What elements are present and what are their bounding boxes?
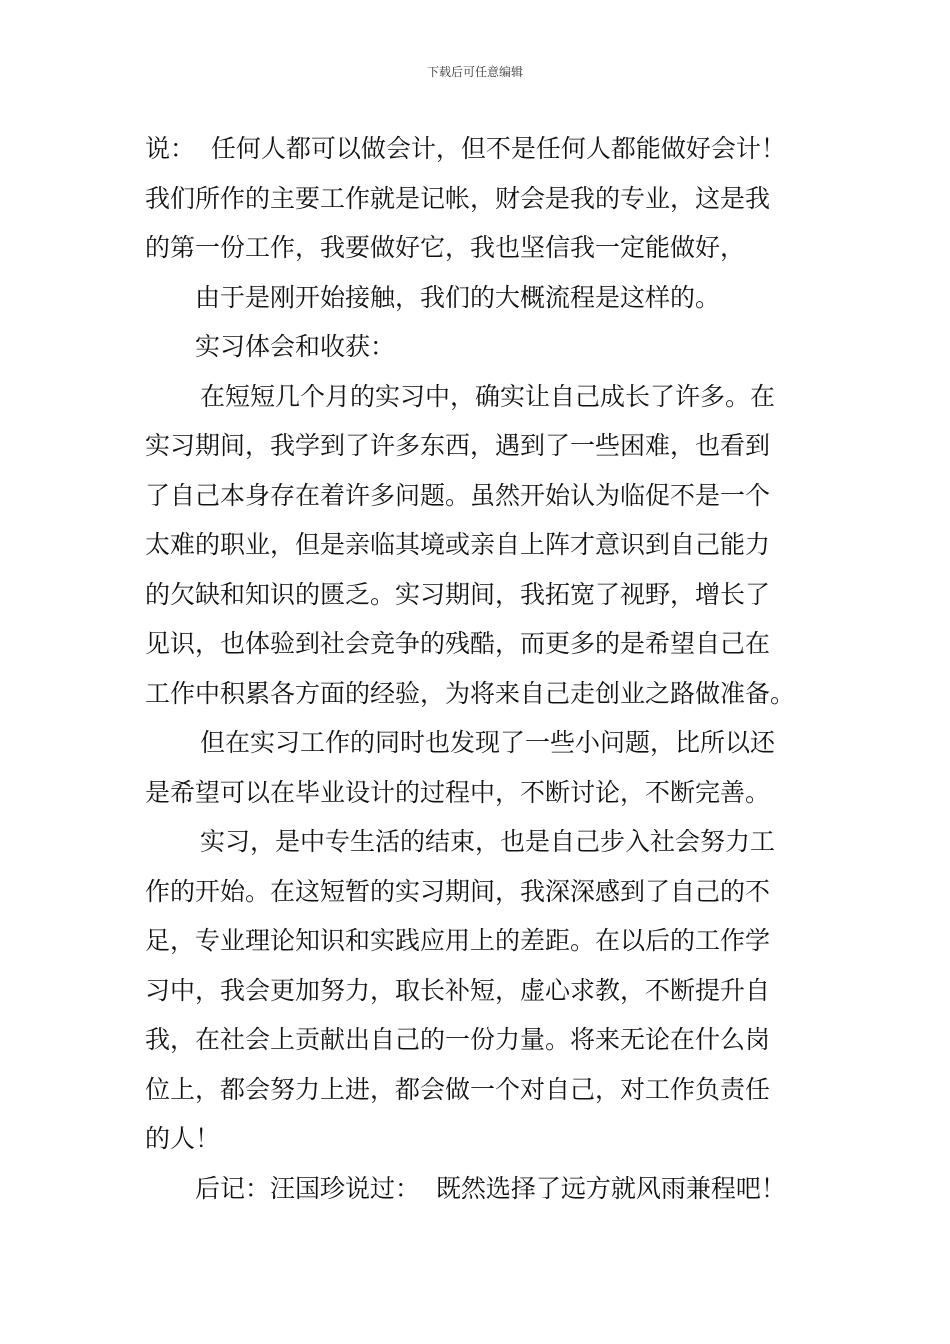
text-line: 的欠缺和知识的匮乏。实习期间，我拓宽了视野，增长了 [145, 579, 771, 609]
page-header: 下载后可任意编辑 [426, 65, 523, 79]
document-body [145, 124, 810, 1213]
text-line: 作的开始。在这短暂的实习期间，我深深感到了自己的不 [145, 876, 771, 906]
text-line: 太难的职业，但是亲临其境或亲自上阵才意识到自己能力 [145, 530, 771, 559]
text-line: 是希望可以在毕业设计的过程中，不断讨论，不断完善。 [145, 777, 771, 807]
text-line: 实习期间，我学到了许多东西，遇到了一些困难，也看到 [145, 431, 771, 460]
text-line: 足，专业理论知识和实践应用上的差距。在以后的工作学 [145, 926, 771, 955]
text-line: 习中，我会更加努力，取长补短，虚心求教，不断提升自 [145, 975, 771, 1005]
text-line: 了自己本身存在着许多问题。虽然开始认为临促不是一个 [145, 480, 771, 510]
text-line: 实习，是中专生活的结束，也是自己步入社会努力工 [200, 827, 776, 856]
text-line: 的人！ [145, 1124, 221, 1153]
text-line: 后记：汪国珍说过： 既然选择了远方就风雨兼程吧！ [195, 1173, 786, 1203]
text-line: 工作中积累各方面的经验，为将来自己走创业之路做准备。 [145, 678, 796, 708]
text-line: 位上，都会努力上进，都会做一个对自己，对工作负责任 [145, 1074, 771, 1104]
text-line: 见识，也体验到社会竞争的残酷，而更多的是希望自己在 [145, 629, 771, 658]
text-line: 在短短几个月的实习中，确实让自己成长了许多。在 [200, 381, 776, 411]
text-line: 但在实习工作的同时也发现了一些小问题，比所以还 [200, 728, 776, 757]
text-line: 实习体会和收获： [195, 332, 396, 361]
text-line: 我，在社会上贡献出自己的一份力量。将来无论在什么岗 [145, 1025, 771, 1054]
text-line: 说： 任何人都可以做会计，但不是任何人都能做好会计！ [145, 134, 786, 163]
text-line: 的第一份工作，我要做好它，我也坚信我一定能做好， [145, 233, 746, 262]
text-line: 我们所作的主要工作就是记帐，财会是我的专业，这是我 [145, 183, 771, 213]
text-line: 由于是刚开始接触，我们的大概流程是这样的。 [195, 282, 721, 312]
